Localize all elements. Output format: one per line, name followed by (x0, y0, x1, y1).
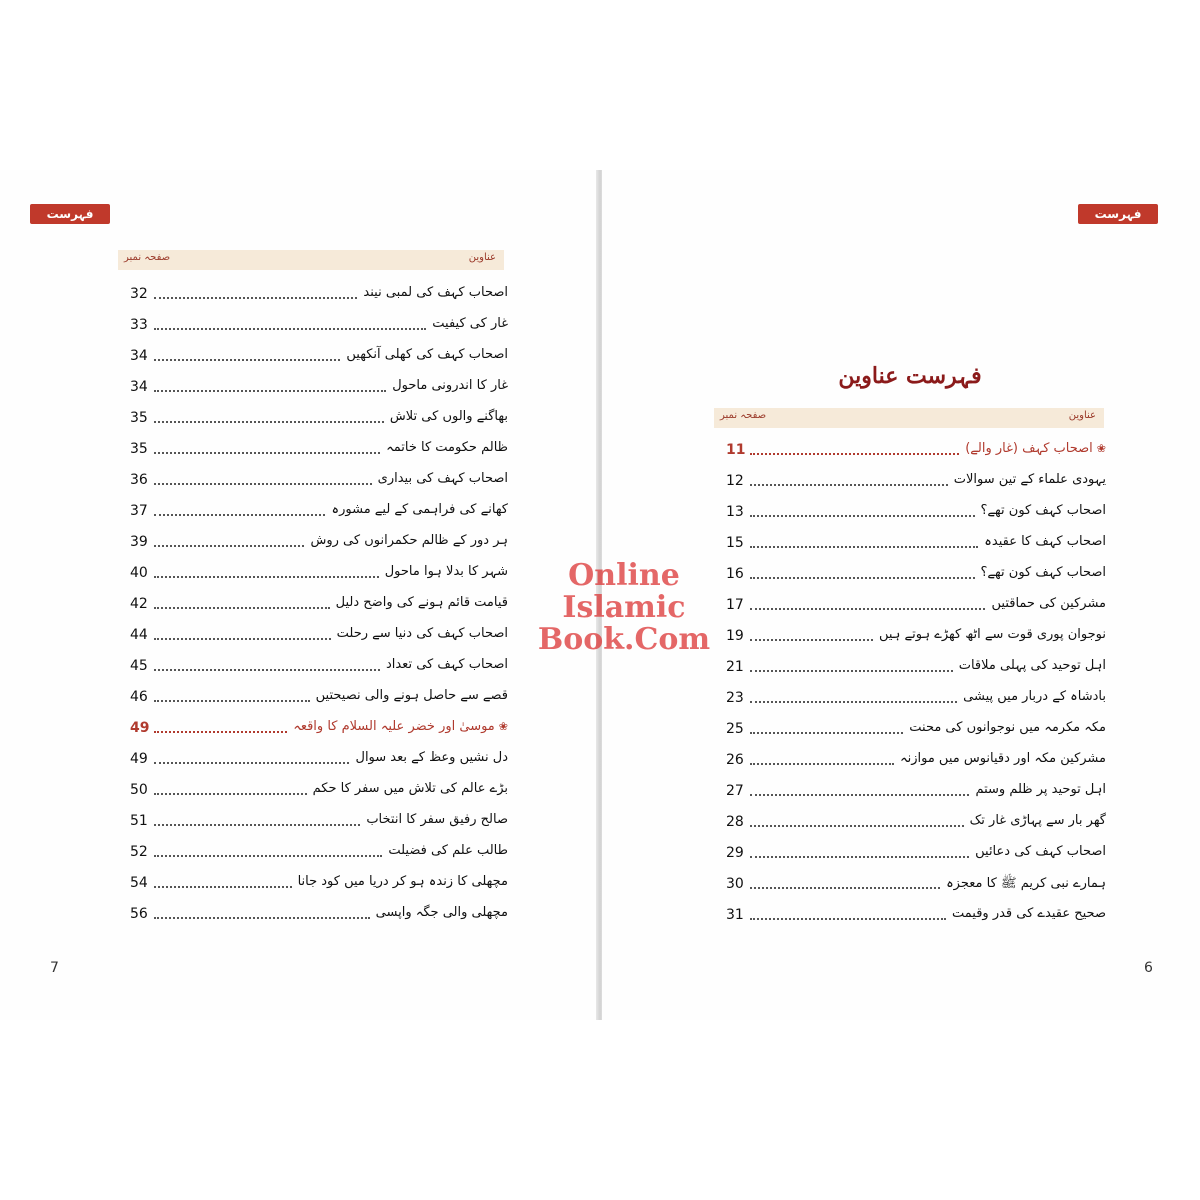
toc-entry-title (385, 564, 508, 579)
toc-entry (118, 499, 508, 530)
toc-entry (118, 747, 508, 778)
toc-page-number: 13 (726, 504, 744, 520)
toc-leader-dots (750, 918, 946, 920)
toc-leader-dots (750, 608, 985, 610)
toc-page-number: 51 (130, 813, 148, 829)
toc-page-number: 46 (130, 689, 148, 705)
toc-leader-dots (154, 483, 372, 485)
toc-leader-dots (750, 639, 873, 641)
toc-entry-title (390, 409, 508, 424)
toc-page-number: 31 (726, 907, 744, 923)
toc-entry-title (313, 781, 508, 796)
watermark (504, 560, 744, 656)
toc-page-number: 34 (130, 379, 148, 395)
page-number: 7 (50, 960, 59, 976)
toc-page-number: 42 (130, 596, 148, 612)
flower-icon: ❀ (1096, 442, 1106, 455)
toc-entry-title (356, 750, 509, 765)
toc-page-number: 37 (130, 503, 148, 519)
toc-page-number: 30 (726, 876, 744, 892)
toc-leader-dots (750, 515, 975, 517)
toc-page-number: 29 (726, 845, 744, 861)
toc-entry (714, 779, 1106, 810)
toc-entry-title (992, 596, 1107, 611)
toc-leader-dots (750, 887, 940, 889)
toc-page-number: 56 (130, 906, 148, 922)
toc-entry (714, 624, 1106, 655)
toc-page-number: 33 (130, 317, 148, 333)
toc-entry (118, 561, 508, 592)
toc-page-number: 35 (130, 441, 148, 457)
toc-leader-dots (154, 886, 292, 888)
toc-entry (714, 500, 1106, 531)
toc-entry-title (952, 906, 1106, 921)
toc-page-number: 32 (130, 286, 148, 302)
toc-entry-text: مچھلی والی جگہ واپسی (375, 905, 508, 920)
toc-entry-title (386, 440, 508, 455)
toc-chapter-entry (714, 438, 1106, 469)
toc-list (714, 438, 1106, 934)
watermark-line-1: Online Islamic (562, 558, 686, 625)
toc-leader-dots (750, 763, 894, 765)
toc-entry-text: اصحاب کہف کی لمبی نیند (363, 285, 508, 300)
toc-page-number: 25 (726, 721, 744, 737)
toc-leader-dots (154, 545, 304, 547)
toc-entry-text: شہر کا بدلا ہوا ماحول (384, 564, 508, 579)
toc-entry-text: ظالم حکومت کا خاتمہ (386, 440, 508, 455)
toc-entry (714, 562, 1106, 593)
toc-entry-title (954, 472, 1106, 487)
toc-entry-title (946, 875, 1106, 894)
toc-entry-text: اہل توحید کی پہلی ملاقات (958, 658, 1106, 673)
toc-entry (714, 903, 1106, 934)
toc-entry-text: اصحاب کہف کی تعداد (385, 657, 508, 672)
toc-entry-text: بادشاہ کے دربار میں پیشی (963, 689, 1106, 704)
toc-entry-text: ہر دور کے ظالم حکمرانوں کی روش (310, 533, 508, 548)
toc-leader-dots (154, 514, 325, 516)
toc-page-number: 49 (130, 720, 150, 736)
toc-page-number: 44 (130, 627, 148, 643)
toc-page-number: 12 (726, 473, 744, 489)
toc-entry (118, 530, 508, 561)
toc-header-band (118, 250, 504, 270)
toc-entry-title (293, 719, 508, 734)
toc-entry (118, 871, 508, 902)
toc-entry-text: غار کا اندرونی ماحول (392, 378, 508, 393)
toc-header-page-label: صفحہ نمبر (124, 252, 171, 263)
toc-leader-dots (154, 700, 310, 702)
toc-page-number: 35 (130, 410, 148, 426)
toc-entry-title (984, 534, 1106, 549)
section-tab: فہرست (30, 204, 110, 224)
toc-leader-dots (154, 855, 382, 857)
toc-page-number: 16 (726, 566, 744, 582)
toc-page-number: 36 (130, 472, 148, 488)
toc-leader-dots (750, 825, 964, 827)
toc-leader-dots (154, 359, 340, 361)
toc-leader-dots (750, 453, 959, 455)
toc-leader-dots (154, 297, 357, 299)
toc-page-number: 39 (130, 534, 148, 550)
toc-entry-title (310, 533, 508, 548)
toc-leader-dots (750, 577, 975, 579)
toc-entry-text: صالح رفیق سفر کا انتخاب (366, 812, 508, 827)
toc-leader-dots (154, 390, 386, 392)
toc-leader-dots (750, 794, 969, 796)
toc-entry-text: اصحاب کہف کی دنیا سے رحلت (336, 626, 508, 641)
toc-entry-text: اصحاب کہف کون تھے؟ (980, 503, 1106, 518)
toc-entry-text: مکہ مکرمہ میں نوجوانوں کی محنت (909, 720, 1106, 735)
toc-leader-dots (154, 793, 307, 795)
toc-entry-title (366, 812, 508, 827)
toc-entry-text: غار کی کیفیت (432, 316, 508, 331)
toc-entry-text: اصحاب کہف کا عقیدہ (984, 534, 1106, 549)
toc-entry-title (346, 347, 508, 362)
toc-entry-text: مچھلی کا زندہ ہو کر دریا میں کود جانا (297, 874, 508, 889)
toc-entry-text: نوجوان پوری قوت سے اٹھ کھڑے ہوتے ہیں (878, 627, 1106, 642)
toc-chapter-entry (118, 716, 508, 747)
toc-header-page-label: صفحہ نمبر (720, 410, 767, 421)
toc-entry-text: گھر بار سے پہاڑی غار تک (969, 813, 1106, 828)
toc-entry (118, 437, 508, 468)
toc-leader-dots (154, 452, 380, 454)
toc-entry-title (909, 720, 1106, 735)
toc-entry-title (432, 316, 508, 331)
toc-leader-dots (750, 670, 953, 672)
toc-entry-title (392, 378, 508, 393)
toc-entry-title (900, 751, 1106, 766)
toc-entry-text: اصحاب کہف کون تھے؟ (980, 565, 1106, 580)
toc-entry (118, 809, 508, 840)
toc-leader-dots (154, 576, 379, 578)
toc-entry-title (316, 688, 508, 703)
toc-entry-title (963, 689, 1106, 704)
toc-entry-text: اصحاب کہف کی بیداری (377, 471, 508, 486)
toc-leader-dots (750, 484, 948, 486)
toc-entry (714, 655, 1106, 686)
toc-page-number: 26 (726, 752, 744, 768)
toc-page-number: 49 (130, 751, 148, 767)
toc-entry (118, 282, 508, 313)
toc-page-number: 15 (726, 535, 744, 551)
toc-entry-text: دل نشیں وعظ کے بعد سوال (355, 750, 508, 765)
toc-entry-text: بڑے عالم کی تلاش میں سفر کا حکم (312, 781, 508, 796)
toc-entry-title (331, 502, 508, 517)
toc-entry-text: اصحاب کہف (غار والے) (965, 441, 1093, 456)
toc-page-number: 23 (726, 690, 744, 706)
toc-entry-text: قصے سے حاصل ہونے والی نصیحتیں (315, 688, 508, 703)
toc-entry (714, 531, 1106, 562)
toc-entry-text: مشرکین کی حماقتیں (991, 596, 1106, 611)
toc-entry (714, 717, 1106, 748)
page-number: 6 (1144, 960, 1153, 976)
toc-entry-text: مشرکین مکہ اور دقیانوس میں موازنہ (899, 751, 1106, 766)
toc-header-band (714, 408, 1104, 428)
toc-page-number: 40 (130, 565, 148, 581)
toc-entry-text: اہل توحید پر ظلم وستم (975, 782, 1106, 797)
toc-entry-title (376, 905, 508, 920)
toc-entry-text: بھاگنے والوں کی تلاش (389, 409, 508, 424)
toc-entry (118, 778, 508, 809)
toc-entry-text: صحیح عقیدے کی قدر وقیمت (951, 906, 1106, 921)
toc-leader-dots (154, 669, 380, 671)
toc-entry-text: موسیٰ اور خضر علیہ السلام کا واقعہ (293, 719, 495, 734)
toc-page-number: 45 (130, 658, 148, 674)
toc-entry (118, 344, 508, 375)
toc-entry (118, 654, 508, 685)
toc-entry-title (879, 627, 1106, 642)
toc-page-number: 21 (726, 659, 744, 675)
toc-leader-dots (154, 328, 426, 330)
section-tab: فہرست (1078, 204, 1158, 224)
toc-entry-title (388, 843, 508, 858)
toc-list (118, 282, 508, 933)
toc-entry-text: اصحاب کہف کی کھلی آنکھیں (346, 347, 508, 362)
toc-entry-text: کھانے کی فراہمی کے لیے مشورہ (331, 502, 508, 517)
toc-entry (714, 872, 1106, 903)
toc-entry-title (975, 782, 1106, 797)
toc-leader-dots (154, 421, 384, 423)
toc-leader-dots (154, 917, 370, 919)
toc-entry-text: قیامت قائم ہونے کی واضح دلیل (335, 595, 508, 610)
toc-entry-title (981, 503, 1106, 518)
toc-entry (714, 593, 1106, 624)
toc-page-number: 50 (130, 782, 148, 798)
toc-leader-dots (154, 638, 331, 640)
toc-page-number: 28 (726, 814, 744, 830)
toc-leader-dots (154, 731, 287, 733)
toc-entry-title (975, 844, 1106, 859)
toc-leader-dots (750, 732, 903, 734)
toc-entry (714, 841, 1106, 872)
toc-leader-dots (154, 607, 330, 609)
toc-entry (714, 810, 1106, 841)
toc-entry (118, 840, 508, 871)
toc-entry-text: اصحاب کہف کی دعائیں (975, 844, 1106, 859)
toc-entry-title (970, 813, 1106, 828)
toc-entry-title (337, 626, 508, 641)
watermark-line-2: Book.Com (537, 622, 711, 657)
toc-entry-title (363, 285, 508, 300)
toc-page-number: 27 (726, 783, 744, 799)
toc-header-label: عناوین (468, 252, 496, 263)
toc-entry-title (386, 657, 508, 672)
toc-page-number: 34 (130, 348, 148, 364)
toc-entry-title (959, 658, 1106, 673)
toc-entry (118, 592, 508, 623)
toc-entry (714, 469, 1106, 500)
book-spread (0, 170, 1200, 1020)
toc-entry (714, 748, 1106, 779)
toc-leader-dots (750, 701, 957, 703)
toc-entry-title (965, 441, 1106, 456)
flower-icon: ❀ (498, 720, 508, 733)
toc-page-number: 52 (130, 844, 148, 860)
toc-entry-text: طالب علم کی فضیلت (388, 843, 508, 858)
toc-title: فہرست عناوین (838, 363, 982, 389)
toc-page-number: 11 (726, 442, 746, 458)
toc-entry (118, 406, 508, 437)
toc-entry (118, 313, 508, 344)
toc-header-label: عناوین (1068, 410, 1096, 421)
toc-entry-title (981, 565, 1106, 580)
toc-entry-title (378, 471, 508, 486)
toc-entry (118, 685, 508, 716)
toc-entry (118, 375, 508, 406)
toc-leader-dots (750, 856, 969, 858)
toc-leader-dots (154, 762, 349, 764)
toc-entry (714, 686, 1106, 717)
toc-leader-dots (154, 824, 360, 826)
toc-page-number: 54 (130, 875, 148, 891)
toc-entry-text: ہمارے نبی کریم ﷺ کا معجزہ (946, 876, 1106, 891)
toc-entry-title (336, 595, 508, 610)
toc-entry (118, 902, 508, 933)
toc-entry (118, 623, 508, 654)
toc-page-number: 19 (726, 628, 744, 644)
toc-entry (118, 468, 508, 499)
toc-entry-text: یہودی علماء کے تین سوالات (953, 472, 1106, 487)
toc-entry-title (298, 874, 508, 889)
toc-leader-dots (750, 546, 978, 548)
toc-page-number: 17 (726, 597, 744, 613)
